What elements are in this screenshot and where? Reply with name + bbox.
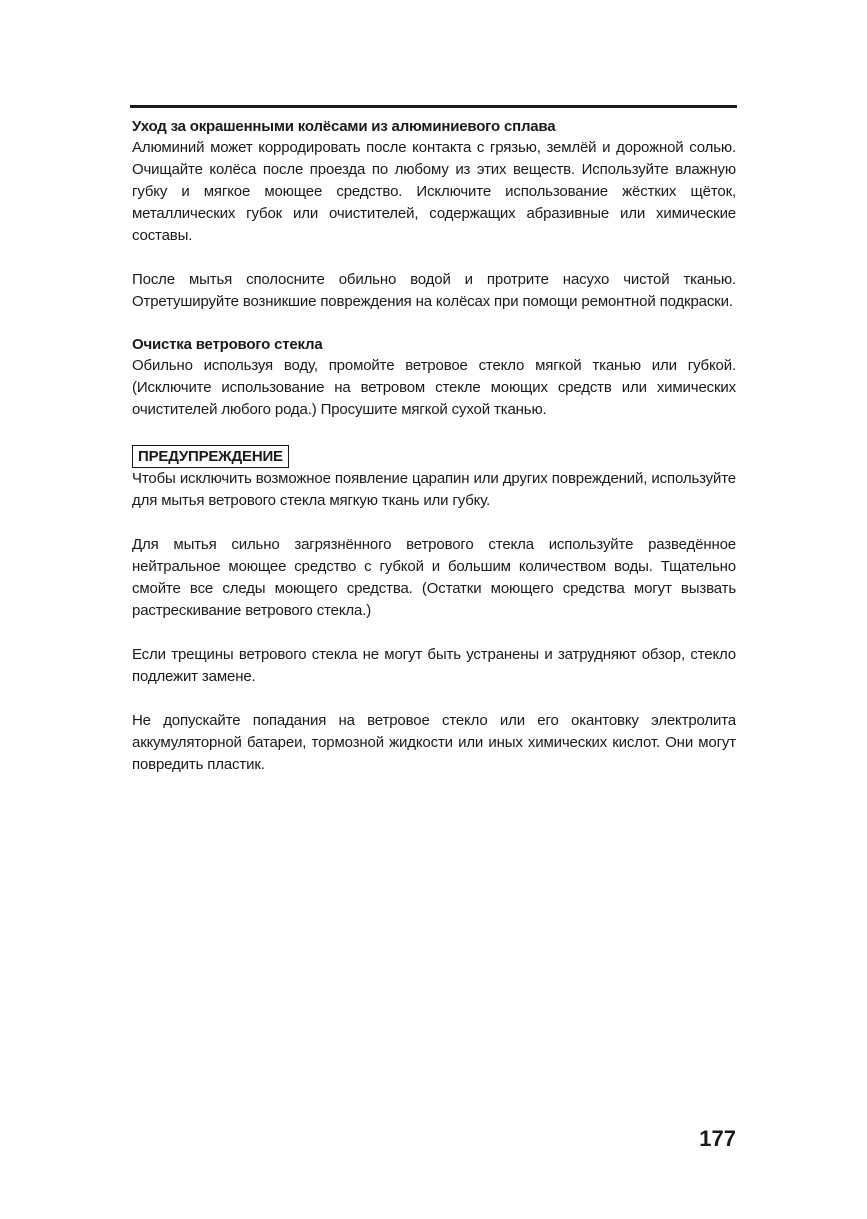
content xyxy=(132,117,736,776)
warning-label: ПРЕДУПРЕЖДЕНИЕ xyxy=(132,445,289,468)
warning-paragraph-3: Если трещины ветрового стекла не могут быть устранены и затрудняют обзор, стекло подлежит замене. xyxy=(132,646,736,685)
page-number: 177 xyxy=(699,1126,736,1151)
spacer xyxy=(132,421,736,441)
section-heading-wheels: Уход за окрашенными колёсами из алюминиевого сплава xyxy=(132,118,556,135)
spacer xyxy=(132,313,736,335)
warning-paragraph-2: Для мытья сильно загрязнённого ветрового стекла используйте разведённое нейтральное моющее средство с губкой и большим количеством воды. Тщательно смойте все следы моющего средства. (Остатки моющего средства могут вызвать растрескивание ветрового стекла.) xyxy=(132,536,736,619)
top-rule xyxy=(130,105,737,108)
spacer xyxy=(132,247,736,269)
spacer xyxy=(132,622,736,644)
section-heading-windshield: Очистка ветрового стекла xyxy=(132,336,323,353)
spacer xyxy=(132,688,736,710)
windshield-paragraph-1: Обильно используя воду, промойте ветровое стекло мягкой тканью или губкой. (Исключите использование на ветровом стекле моющих средств или химических очистителей любого рода.) Просушите мягкой сухой тканью. xyxy=(132,357,736,418)
warning-paragraph-1: Чтобы исключить возможное появление царапин или других повреждений, используйте для мытья ветрового стекла мягкую ткань или губку. xyxy=(132,470,736,509)
warning-paragraph-4: Не допускайте попадания на ветровое стекло или его окантовку электролита аккумуляторной батареи, тормозной жидкости или иных химических кислот. Они могут повредить пластик. xyxy=(132,712,736,773)
spacer xyxy=(132,512,736,534)
wheels-paragraph-2: После мытья сполосните обильно водой и протрите насухо чистой тканью. Отретушируйте возникшие повреждения на колёсах при помощи ремонтной подкраски. xyxy=(132,271,736,310)
wheels-paragraph-1: Алюминий может корродировать после контакта с грязью, землёй и дорожной солью. Очищайте колёса после проезда по любому из этих веществ. Используйте влажную губку и мягкое моющее средство. Исключите использование жёстких щёток, металлических губок или очистителей, содержащих абразивные или химические составы. xyxy=(132,139,736,244)
